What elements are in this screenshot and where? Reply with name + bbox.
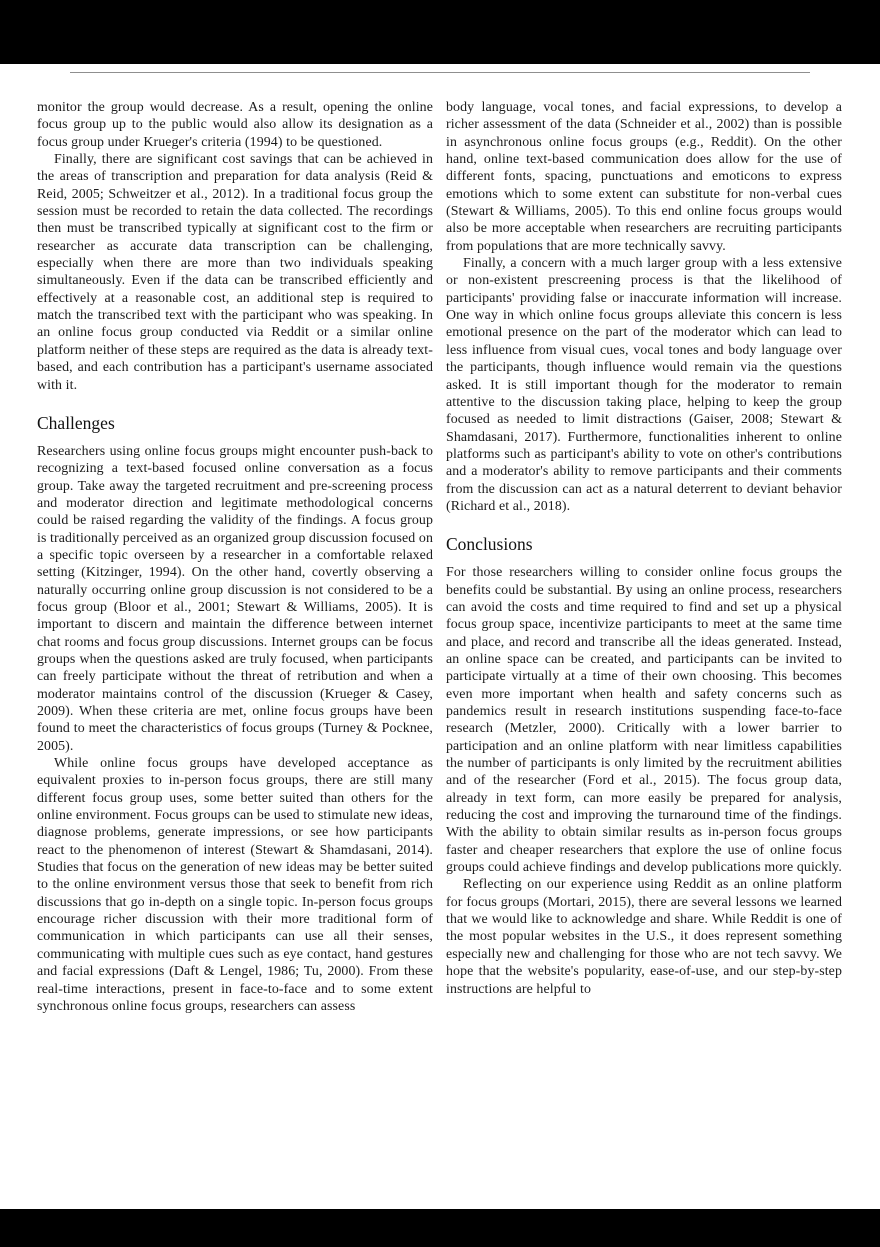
paragraph-reflecting: Reflecting on our experience using Reddit as an online platform for focus groups (Mortari, 2015), there are several lessons we learned that we would like to acknowledge and share. While Reddit is one of the most popular websites in the U.S., it does represent something especially new and challenging for those who are not tech savvy. We hope that the website's popularity, ease-of-use, and our step-by-step instructions are helpful to <box>446 877 842 997</box>
paragraph-pushback: Researchers using online focus groups might encounter push-back to recognizing a text-based focused online conversation as a focus group. Take away the targeted recruitment and pre-screening process and moderator direction and legitimate methodological concerns could be raised regarding the validity of the findings. A focus group is traditionally perceived as an organized group discussion focused on a specific topic overseen by a researcher in a comfortable relaxed setting (Kitzinger, 1994). On the other hand, covertly observing a naturally occurring online group discussion is not considered to be a focus group (Bloor et al., 2001; Stewart & Williams, 2005). It is important to discern and maintain the difference between internet chat rooms and focus group discussions. Internet groups can be focus groups when the questions asked are truly focused, when participants can freely participate without the threat of retribution and when a moderator maintains control of the discussion (Krueger & Casey, 2009). When these criteria are met, online focus groups have been found to meet the characteristics of focus groups (Turney & Pocknee, 2005). <box>37 443 433 754</box>
paragraph-benefits: For those researchers willing to consider online focus groups the benefits could be substantial. By using an online process, researchers can avoid the costs and time required to find and set up a physical focus group space, incentivize participants to meet at the same time and place, and record and transcribe all the ideas generated. Instead, an online space can be created, and participants can be invited to participate virtually at a time of their own choosing. This becomes even more important when health and safety concerns such as pandemics result in research institutions suspending face-to-face research (Metzler, 2000). Critically with a lower barrier to participation and an online platform with near limitless capabilities the number of participants is only limited by the recruitment abilities and of the researcher (Ford et al., 2015). The focus group data, already in text form, can more easily be prepared for analysis, reducing the cost and improving the turnaround time of the findings. With the ability to obtain similar results as in-person focus groups faster and cheaper researchers that explore the use of online focus groups could achieve findings and develop publications more quickly. <box>446 565 842 876</box>
paragraph-prescreening: Finally, a concern with a much larger group with a less extensive or non-existent prescreening process is that the likelihood of participants' providing false or inaccurate information will increase. One way in which online focus groups alleviate this concern is less emotional presence on the part of the moderator which can lead to less influence from visual cues, vocal tones and body language over the participants, though influence would remain via the questions asked. It is still important though for the moderator to remain attentive to the discussion taking place, helping to keep the group focused as needed to limit distractions (Gaiser, 2008; Stewart & Shamdasani, 2017). Furthermore, functionalities inherent to online platforms such as participant's ability to vote on other's contributions and a moderator's ability to remove participants and their comments from the discussion can act as a natural deterrent to deviant behavior (Richard et al., 2018). <box>446 256 842 514</box>
page-content <box>37 99 843 1015</box>
paragraph-acceptance: While online focus groups have developed acceptance as equivalent proxies to in-person focus groups, there are still many different focus group uses, some better suited than others for the online environment. Focus groups can be used to stimulate new ideas, diagnose problems, generate impressions, or see how participants react to the phenomenon of interest (Stewart & Shamdasani, 2014). Studies that focus on the generation of new ideas may be better suited to the online environment versus those that seek to benefit from rich discussions that go in-depth on a single topic. In-person focus groups encourage richer discussion with their more traditional form of communication in which participants can use all their senses, communicating with multiple cues such as eye contact, hand gestures and facial expressions (Daft & Lengel, 1986; Tu, 2000). From these real-time interactions, present in face-to-face and to some extent synchronous online focus groups, researchers can assess <box>37 756 433 1014</box>
paragraph-continuation: body language, vocal tones, and facial expressions, to develop a richer assessment of the data (Schneider et al., 2002) than is possible in asynchronous online focus groups (e.g., Reddit). On the other hand, online text-based communication does allow for the use of different fonts, spacing, punctuations and emoticons to express emotions which to some extent can substitute for non-verbal cues (Stewart & Williams, 2005). To this end online focus groups would also be more acceptable when researchers are recruiting participants from populations that are more technically savvy. <box>446 100 842 254</box>
right-column <box>446 99 842 1015</box>
paragraph-continuation: monitor the group would decrease. As a result, opening the online focus group up to the public would also allow its designation as a focus group under Krueger's criteria (1994) to be questioned. <box>37 100 433 150</box>
section-heading-conclusions: Conclusions <box>446 534 533 555</box>
paragraph-cost-savings: Finally, there are significant cost savings that can be achieved in the areas of transcription and preparation for data analysis (Reid & Reid, 2005; Schweitzer et al., 2012). In a traditional focus group the session must be recorded to retain the data collected. The recordings then must be transcribed typically at significant cost to the firm or researcher as accurate data transcription can be challenging, especially when there are more than two individuals speaking simultaneously. Even if the data can be transcribed efficiently and effectively at a reasonable cost, an additional step is required to match the transcribed text with the participant who was speaking. In an online focus group conducted via Reddit or a similar online platform neither of these steps are required as the data is already text-based, and each contribution has a participant's username associated with it. <box>37 152 433 393</box>
left-column <box>37 99 433 1015</box>
section-heading-challenges: Challenges <box>37 412 115 433</box>
header-rule <box>70 72 810 73</box>
paper-page <box>0 64 880 1209</box>
